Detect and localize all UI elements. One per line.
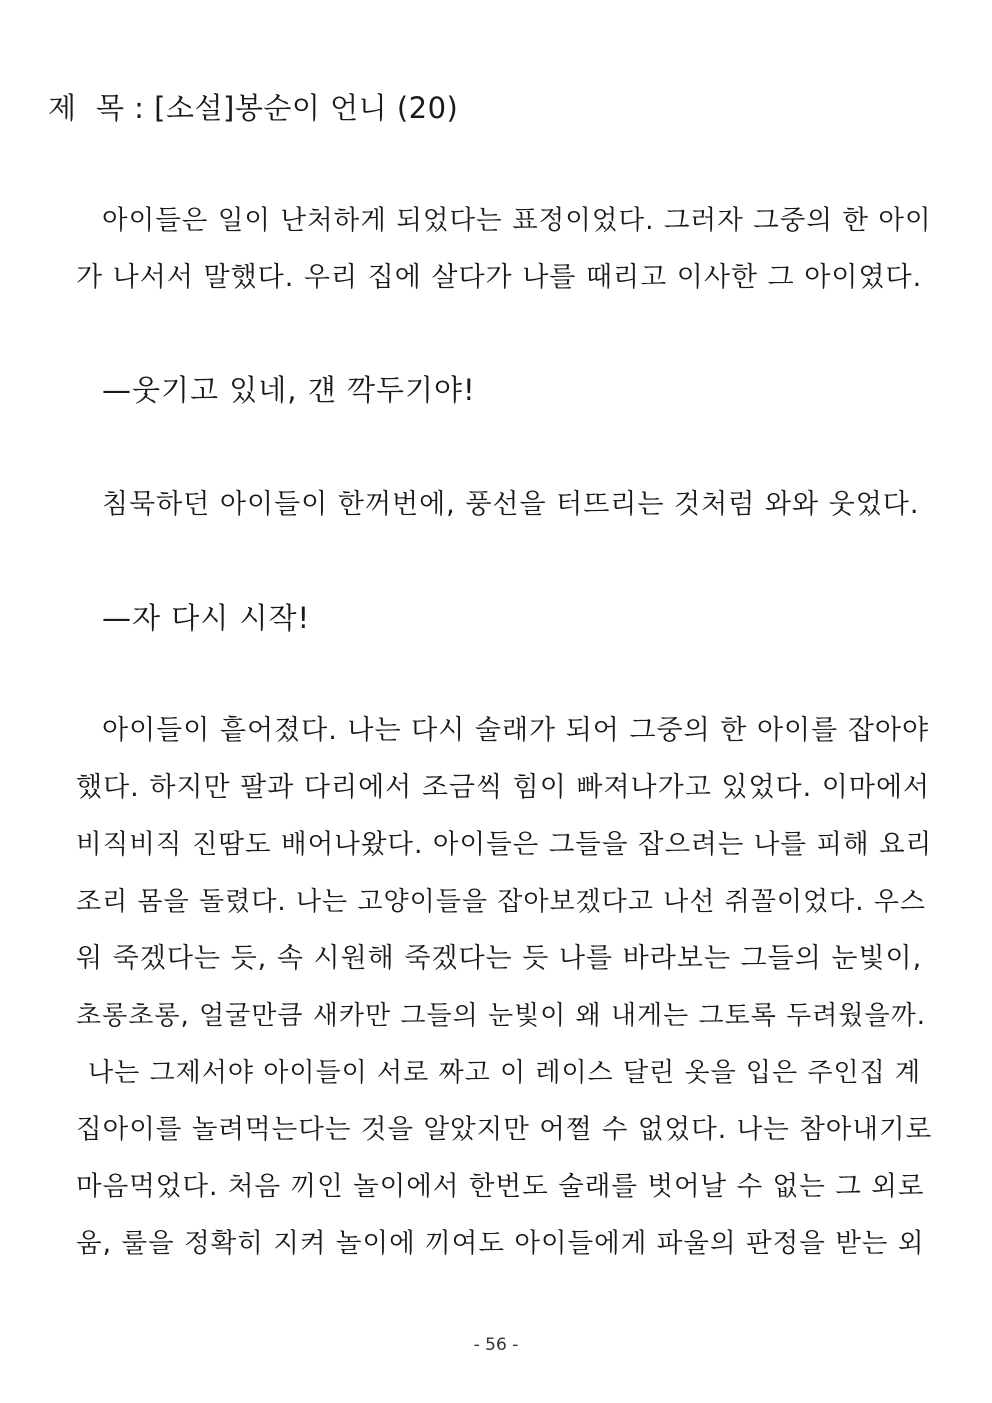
text-line: 집아이를 놀려먹는다는 것을 알았지만 어쩔 수 없었다. 나는 참아내기로 — [76, 1114, 933, 1145]
text-line: 아이들이 흩어졌다. 나는 다시 술래가 되어 그중의 한 아이를 잡아야 — [102, 715, 930, 746]
page-title: 제 목 : [소설]봉순이 언니 (20) — [48, 91, 459, 125]
text-line: 가 나서서 말했다. 우리 집에 살다가 나를 때리고 이사한 그 아이였다. — [76, 262, 923, 293]
text-line: 했다. 하지만 팔과 다리에서 조금씩 힘이 빠져나가고 있었다. 이마에서 — [76, 772, 931, 803]
text-line: 비직비직 진땀도 배어나왔다. 아이들은 그들을 잡으려는 나를 피해 요리 — [76, 829, 933, 860]
dialogue-line: —자 다시 시작! — [102, 601, 311, 635]
text-line: 나는 그제서야 아이들이 서로 짜고 이 레이스 달린 옷을 입은 주인집 계 — [88, 1058, 922, 1088]
page-number: - 56 - — [473, 1335, 519, 1355]
text-line: 움, 룰을 정확히 지켜 놀이에 끼여도 아이들에게 파울의 판정을 받는 외 — [76, 1228, 925, 1259]
text-line: 조리 몸을 돌렸다. 나는 고양이들을 잡아보겠다고 나선 쥐꼴이었다. 우스 — [76, 887, 927, 917]
text-line: 아이들은 일이 난처하게 되었다는 표정이었다. 그러자 그중의 한 아이 — [102, 205, 932, 236]
text-line: 마음먹었다. 처음 끼인 놀이에서 한번도 술래를 벗어날 수 없는 그 외로 — [76, 1171, 925, 1202]
text-line: 워 죽겠다는 듯, 속 시원해 죽겠다는 듯 나를 바라보는 그들의 눈빛이, — [76, 943, 923, 974]
text-line: 초롱초롱, 얼굴만큼 새카만 그들의 눈빛이 왜 내게는 그토록 두려웠을까. — [76, 1001, 927, 1031]
dialogue-line: —웃기고 있네, 걘 깍두기야! — [102, 373, 476, 407]
text-line: 침묵하던 아이들이 한꺼번에, 풍선을 터뜨리는 것처럼 와와 웃었다. — [102, 489, 920, 520]
